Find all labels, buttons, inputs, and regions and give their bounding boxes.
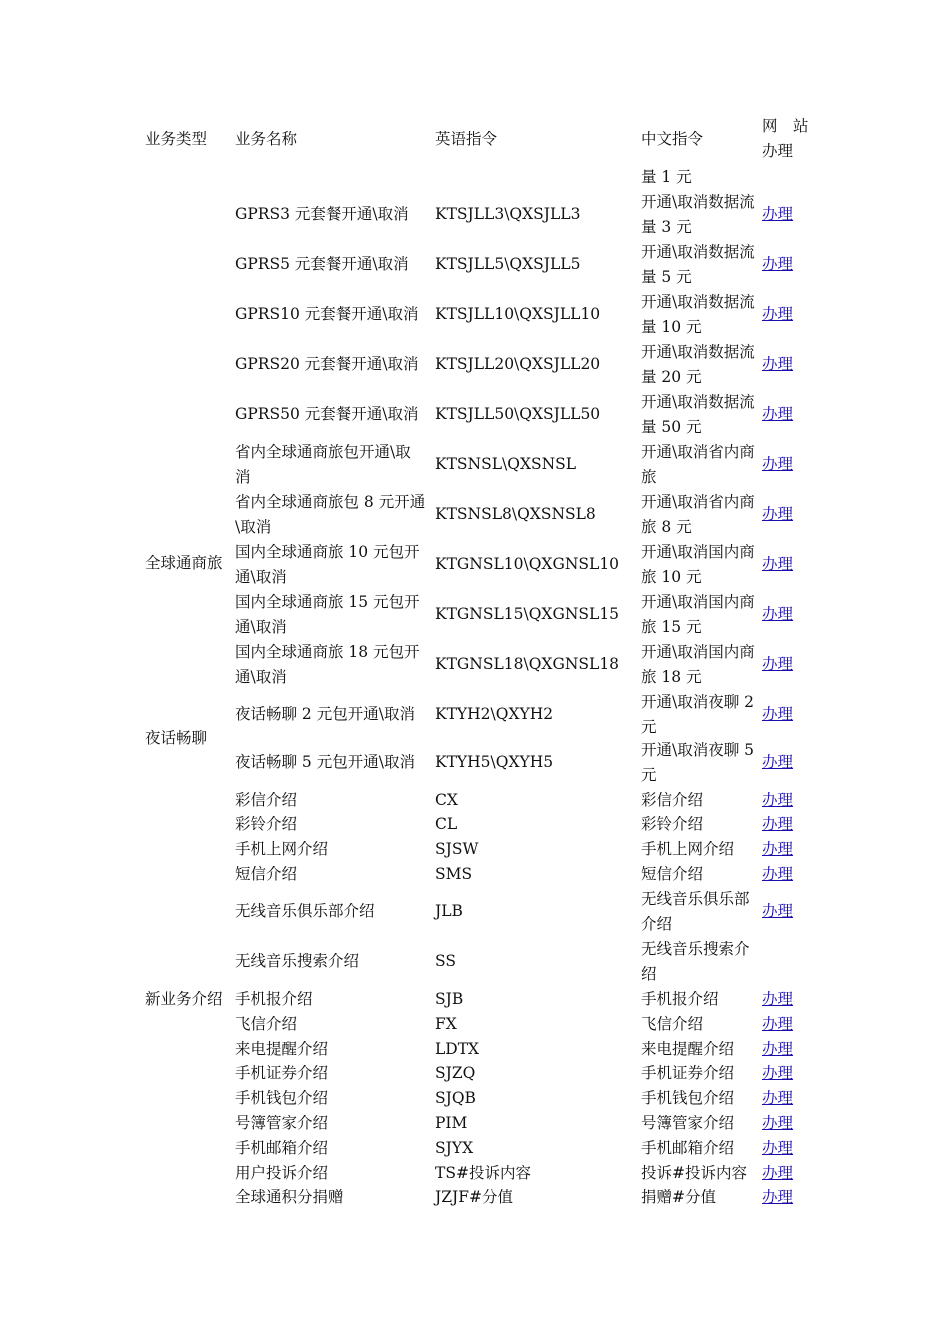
handle-link[interactable]: 办理 — [762, 455, 794, 473]
chinese-command — [641, 640, 763, 690]
service-name — [235, 1086, 435, 1111]
service-name — [235, 1061, 435, 1086]
english-command: KTYH5\QXYH5 — [435, 753, 554, 771]
english-command: SJYX — [435, 1139, 474, 1157]
service-name-line: 手机报介绍 — [235, 990, 313, 1008]
service-name — [235, 1185, 435, 1210]
chinese-command — [641, 240, 763, 290]
chinese-command — [641, 290, 763, 340]
chinese-command-line: 开通\取消数据流 — [641, 393, 755, 411]
handle-link[interactable]: 办理 — [762, 1139, 794, 1157]
service-name — [235, 812, 435, 837]
chinese-command-line: 量 10 元 — [641, 318, 702, 336]
service-name-line: 夜话畅聊 5 元包开通\取消 — [235, 753, 415, 771]
chinese-command-line: 开通\取消夜聊 5 — [641, 741, 755, 759]
english-command: KTGNSL18\QXGNSL18 — [435, 655, 620, 673]
chinese-command-line: 号簿管家介绍 — [641, 1114, 735, 1132]
chinese-command — [641, 937, 763, 987]
service-name-line: 来电提醒介绍 — [235, 1040, 329, 1058]
service-name — [235, 490, 435, 540]
english-command: FX — [435, 1015, 457, 1033]
handle-link[interactable]: 办理 — [762, 1164, 794, 1182]
chinese-command-line: 开通\取消国内商 — [641, 643, 755, 661]
header-english: 英语指令 — [435, 130, 498, 148]
english-command: CX — [435, 791, 458, 809]
english-command: JZJF#分值 — [435, 1188, 513, 1206]
service-name — [235, 1111, 435, 1136]
english-command: KTSJLL20\QXSJLL20 — [435, 355, 601, 373]
service-name-line: \取消 — [235, 518, 272, 536]
service-name-line: 彩铃介绍 — [235, 815, 298, 833]
service-name-line: 用户投诉介绍 — [235, 1164, 329, 1182]
chinese-command — [641, 862, 763, 887]
chinese-command — [641, 440, 763, 490]
service-name-line: 省内全球通商旅包 8 元开通 — [235, 493, 426, 511]
web-cell — [762, 1185, 812, 1210]
service-name-line: 省内全球通商旅包开通\取 — [235, 443, 411, 461]
service-name-line: 通\取消 — [235, 618, 287, 636]
chinese-command-line: 旅 — [641, 468, 657, 486]
web-cell — [762, 402, 812, 427]
service-name-line: 彩信介绍 — [235, 791, 298, 809]
web-cell — [762, 987, 812, 1012]
service-name-line: 通\取消 — [235, 568, 287, 586]
web-cell — [762, 452, 812, 477]
handle-link[interactable]: 办理 — [762, 1064, 794, 1082]
service-name-line: GPRS50 元套餐开通\取消 — [235, 405, 419, 423]
handle-link[interactable]: 办理 — [762, 305, 794, 323]
chinese-command — [641, 590, 763, 640]
handle-link[interactable]: 办理 — [762, 815, 794, 833]
service-name-line: 手机钱包介绍 — [235, 1089, 329, 1107]
handle-link[interactable]: 办理 — [762, 902, 794, 920]
handle-link[interactable]: 办理 — [762, 840, 794, 858]
chinese-command — [641, 490, 763, 540]
chinese-command — [641, 1136, 763, 1161]
chinese-command-line: 介绍 — [641, 915, 673, 933]
chinese-command-line: 开通\取消数据流 — [641, 243, 755, 261]
chinese-command-line: 旅 10 元 — [641, 568, 702, 586]
web-cell — [762, 1111, 812, 1136]
chinese-command-line: 投诉#投诉内容 — [641, 1164, 747, 1182]
chinese-command-line: 开通\取消数据流 — [641, 343, 755, 361]
service-name-line: 全球通积分捐赠 — [235, 1188, 344, 1206]
service-name — [235, 302, 435, 327]
service-name-line: 无线音乐俱乐部介绍 — [235, 902, 375, 920]
chinese-command — [641, 1185, 763, 1210]
handle-link[interactable]: 办理 — [762, 1040, 794, 1058]
service-name-line: 短信介绍 — [235, 865, 298, 883]
handle-link[interactable]: 办理 — [762, 791, 794, 809]
service-name-line: GPRS3 元套餐开通\取消 — [235, 205, 409, 223]
chinese-command — [641, 340, 763, 390]
web-cell — [762, 602, 812, 627]
chinese-command-line: 开通\取消数据流 — [641, 193, 755, 211]
handle-link[interactable]: 办理 — [762, 505, 794, 523]
english-command: KTSJLL50\QXSJLL50 — [435, 405, 601, 423]
chinese-command-line: 手机证券介绍 — [641, 1064, 735, 1082]
chinese-command-line: 开通\取消数据流 — [641, 293, 755, 311]
web-cell — [762, 702, 812, 727]
chinese-command-line: 开通\取消国内商 — [641, 543, 755, 561]
web-cell — [762, 252, 812, 277]
chinese-command-line: 捐赠#分值 — [641, 1188, 716, 1206]
service-name-line: 消 — [235, 468, 251, 486]
english-command: SJSW — [435, 840, 479, 858]
chinese-command-line: 飞信介绍 — [641, 1015, 704, 1033]
chinese-command-line: 彩信介绍 — [641, 791, 704, 809]
web-cell — [762, 1136, 812, 1161]
service-name-line: 手机上网介绍 — [235, 840, 329, 858]
english-command: LDTX — [435, 1040, 480, 1058]
service-name — [235, 949, 435, 974]
web-cell — [762, 502, 812, 527]
service-name-line: 无线音乐搜索介绍 — [235, 952, 360, 970]
chinese-command — [641, 1161, 763, 1186]
service-name-line: 国内全球通商旅 15 元包开 — [235, 593, 420, 611]
english-command: SJQB — [435, 1089, 476, 1107]
service-name — [235, 1136, 435, 1161]
handle-link[interactable]: 办理 — [762, 1089, 794, 1107]
web-cell — [762, 202, 812, 227]
english-command: SJB — [435, 990, 464, 1008]
chinese-command-line: 手机上网介绍 — [641, 840, 735, 858]
web-cell — [762, 1086, 812, 1111]
chinese-command — [641, 1111, 763, 1136]
english-command: KTGNSL15\QXGNSL15 — [435, 605, 620, 623]
english-command: KTSJLL5\QXSJLL5 — [435, 255, 581, 273]
chinese-command — [641, 390, 763, 440]
chinese-command-line: 元 — [641, 766, 657, 784]
service-name-line: 号簿管家介绍 — [235, 1114, 329, 1132]
english-command: PIM — [435, 1114, 468, 1132]
header-chinese: 中文指令 — [641, 130, 704, 148]
web-cell — [762, 352, 812, 377]
web-cell — [762, 1161, 812, 1186]
handle-link[interactable]: 办理 — [762, 655, 794, 673]
web-cell — [762, 1012, 812, 1037]
service-name-line: GPRS20 元套餐开通\取消 — [235, 355, 419, 373]
service-name-line: 手机邮箱介绍 — [235, 1139, 329, 1157]
handle-link[interactable]: 办理 — [762, 555, 794, 573]
web-cell — [762, 899, 812, 924]
service-name — [235, 1161, 435, 1186]
service-name — [235, 899, 435, 924]
service-name — [235, 540, 435, 590]
english-command: SJZQ — [435, 1064, 476, 1082]
english-command: KTSJLL3\QXSJLL3 — [435, 205, 581, 223]
handle-link[interactable]: 办理 — [762, 1015, 794, 1033]
service-name — [235, 837, 435, 862]
header-web-line2: 办理 — [762, 142, 794, 160]
chinese-command — [641, 1012, 763, 1037]
handle-link[interactable]: 办理 — [762, 865, 794, 883]
chinese-command-line: 量 3 元 — [641, 218, 692, 236]
service-name — [235, 987, 435, 1012]
handle-link[interactable]: 办理 — [762, 1114, 794, 1132]
chinese-command-line: 元 — [641, 718, 657, 736]
chinese-command — [641, 738, 763, 788]
service-name-line: 国内全球通商旅 18 元包开 — [235, 643, 420, 661]
header-name: 业务名称 — [235, 130, 298, 148]
english-command: KTGNSL10\QXGNSL10 — [435, 555, 620, 573]
chinese-command — [641, 1037, 763, 1062]
chinese-command — [641, 887, 763, 937]
service-name-line: 飞信介绍 — [235, 1015, 298, 1033]
web-cell — [762, 552, 812, 577]
handle-link[interactable]: 办理 — [762, 1188, 794, 1206]
chinese-command — [641, 540, 763, 590]
chinese-command-line: 来电提醒介绍 — [641, 1040, 735, 1058]
chinese-command-line: 彩铃介绍 — [641, 815, 704, 833]
service-name — [235, 352, 435, 377]
continued-fragment: 量 1 元 — [641, 168, 692, 186]
chinese-command-line: 手机报介绍 — [641, 990, 719, 1008]
chinese-command — [641, 987, 763, 1012]
header-type: 业务类型 — [145, 130, 208, 148]
header-web — [762, 114, 812, 164]
chinese-command — [641, 1061, 763, 1086]
handle-link[interactable]: 办理 — [762, 605, 794, 623]
group-label-global: 全球通商旅 — [145, 554, 223, 572]
english-command: KTSNSL\QXSNSL — [435, 455, 577, 473]
english-command: SMS — [435, 865, 473, 883]
handle-link[interactable]: 办理 — [762, 753, 794, 771]
english-command: KTSNSL8\QXSNSL8 — [435, 505, 596, 523]
service-name — [235, 862, 435, 887]
header-web-line1: 网 站 — [762, 117, 809, 135]
web-cell — [762, 788, 812, 813]
service-name — [235, 590, 435, 640]
web-cell — [762, 812, 812, 837]
handle-link[interactable]: 办理 — [762, 990, 794, 1008]
service-name — [235, 702, 435, 727]
service-name — [235, 252, 435, 277]
handle-link[interactable]: 办理 — [762, 255, 794, 273]
web-cell — [762, 652, 812, 677]
service-name-line: 国内全球通商旅 10 元包开 — [235, 543, 420, 561]
service-name — [235, 788, 435, 813]
web-cell — [762, 1037, 812, 1062]
service-name-line: GPRS5 元套餐开通\取消 — [235, 255, 409, 273]
chinese-command — [641, 1086, 763, 1111]
chinese-command-line: 量 50 元 — [641, 418, 702, 436]
chinese-command-line: 开通\取消省内商 — [641, 493, 755, 511]
english-command: KTSJLL10\QXSJLL10 — [435, 305, 601, 323]
service-name — [235, 202, 435, 227]
service-name-line: 夜话畅聊 2 元包开通\取消 — [235, 705, 415, 723]
chinese-command-line: 开通\取消省内商 — [641, 443, 755, 461]
service-name-line: GPRS10 元套餐开通\取消 — [235, 305, 419, 323]
english-command: SS — [435, 952, 456, 970]
handle-link[interactable]: 办理 — [762, 205, 794, 223]
web-cell — [762, 302, 812, 327]
service-name — [235, 640, 435, 690]
english-command: JLB — [435, 902, 463, 920]
service-name-line: 手机证券介绍 — [235, 1064, 329, 1082]
handle-link[interactable]: 办理 — [762, 355, 794, 373]
chinese-command-line: 量 20 元 — [641, 368, 702, 386]
chinese-command-line: 无线音乐俱乐部 — [641, 890, 750, 908]
web-cell — [762, 1061, 812, 1086]
chinese-command-line: 旅 8 元 — [641, 518, 692, 536]
web-cell — [762, 862, 812, 887]
service-name — [235, 1037, 435, 1062]
handle-link[interactable]: 办理 — [762, 405, 794, 423]
chinese-command-line: 绍 — [641, 965, 657, 983]
english-command: CL — [435, 815, 458, 833]
service-name-line: 通\取消 — [235, 668, 287, 686]
chinese-command-line: 手机邮箱介绍 — [641, 1139, 735, 1157]
handle-link[interactable]: 办理 — [762, 705, 794, 723]
chinese-command-line: 量 5 元 — [641, 268, 692, 286]
chinese-command-line: 手机钱包介绍 — [641, 1089, 735, 1107]
web-cell — [762, 837, 812, 862]
chinese-command — [641, 190, 763, 240]
group-label-night: 夜话畅聊 — [145, 729, 208, 747]
chinese-command-line: 短信介绍 — [641, 865, 704, 883]
chinese-command — [641, 812, 763, 837]
service-name — [235, 402, 435, 427]
chinese-command-line: 无线音乐搜索介 — [641, 940, 750, 958]
chinese-command-line: 开通\取消夜聊 2 — [641, 693, 755, 711]
group-label-new: 新业务介绍 — [145, 990, 223, 1008]
service-name — [235, 750, 435, 775]
service-name — [235, 1012, 435, 1037]
chinese-command-line: 开通\取消国内商 — [641, 593, 755, 611]
service-name — [235, 440, 435, 490]
chinese-command — [641, 788, 763, 813]
english-command: KTYH2\QXYH2 — [435, 705, 554, 723]
chinese-command — [641, 690, 763, 740]
chinese-command-line: 旅 18 元 — [641, 668, 702, 686]
english-command: TS#投诉内容 — [435, 1164, 531, 1182]
web-cell — [762, 750, 812, 775]
chinese-command — [641, 837, 763, 862]
chinese-command-line: 旅 15 元 — [641, 618, 702, 636]
